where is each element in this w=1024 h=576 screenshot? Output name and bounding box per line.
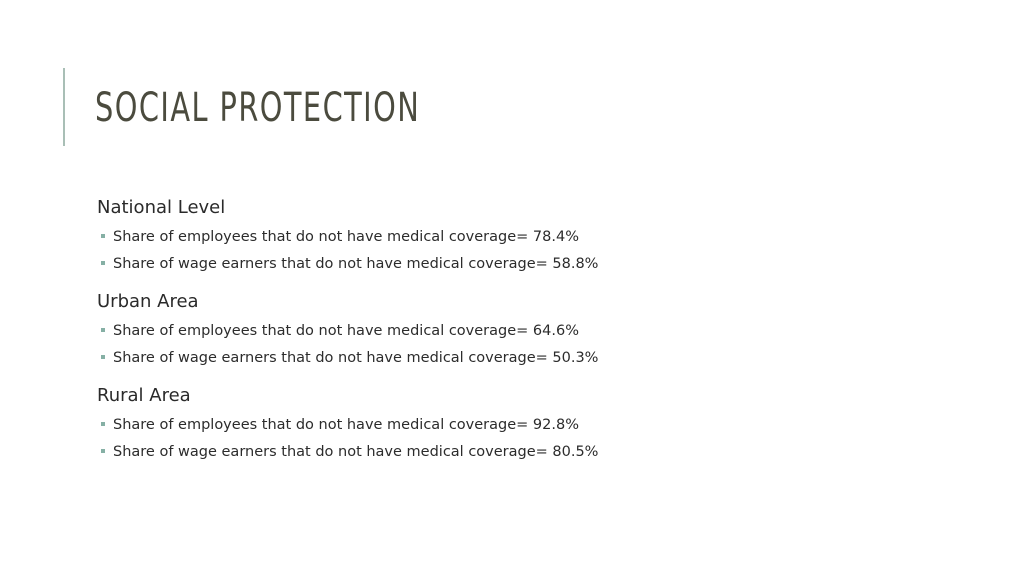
bullet-text: Share of wage earners that do not have medical coverage= 80.5%: [113, 444, 599, 460]
bullet-item: [97, 439, 977, 466]
square-bullet-icon: [101, 328, 105, 332]
square-bullet-icon: [101, 261, 105, 265]
bullet-text: Share of wage earners that do not have medical coverage= 58.8%: [113, 256, 599, 272]
bullet-text: Share of employees that do not have medical coverage= 64.6%: [113, 323, 579, 339]
bullet-list: [97, 318, 977, 372]
square-bullet-icon: [101, 449, 105, 453]
bullet-text: Share of wage earners that do not have medical coverage= 50.3%: [113, 350, 599, 366]
bullet-item: [97, 224, 977, 251]
square-bullet-icon: [101, 234, 105, 238]
section-national-level: [97, 196, 977, 278]
section-heading: Rural Area: [97, 385, 191, 406]
slide-content: [97, 196, 977, 478]
bullet-list: [97, 412, 977, 466]
section-heading: Urban Area: [97, 291, 199, 312]
bullet-item: [97, 412, 977, 439]
bullet-item: [97, 318, 977, 345]
bullet-text: Share of employees that do not have medical coverage= 92.8%: [113, 417, 579, 433]
section-urban-area: [97, 290, 977, 372]
bullet-item: [97, 251, 977, 278]
section-heading: National Level: [97, 197, 226, 218]
slide-title: SOCIAL PROTECTION: [95, 85, 421, 131]
section-rural-area: [97, 384, 977, 466]
title-accent-bar: [63, 68, 65, 146]
bullet-text: Share of employees that do not have medical coverage= 78.4%: [113, 229, 579, 245]
square-bullet-icon: [101, 355, 105, 359]
bullet-item: [97, 345, 977, 372]
bullet-list: [97, 224, 977, 278]
square-bullet-icon: [101, 422, 105, 426]
